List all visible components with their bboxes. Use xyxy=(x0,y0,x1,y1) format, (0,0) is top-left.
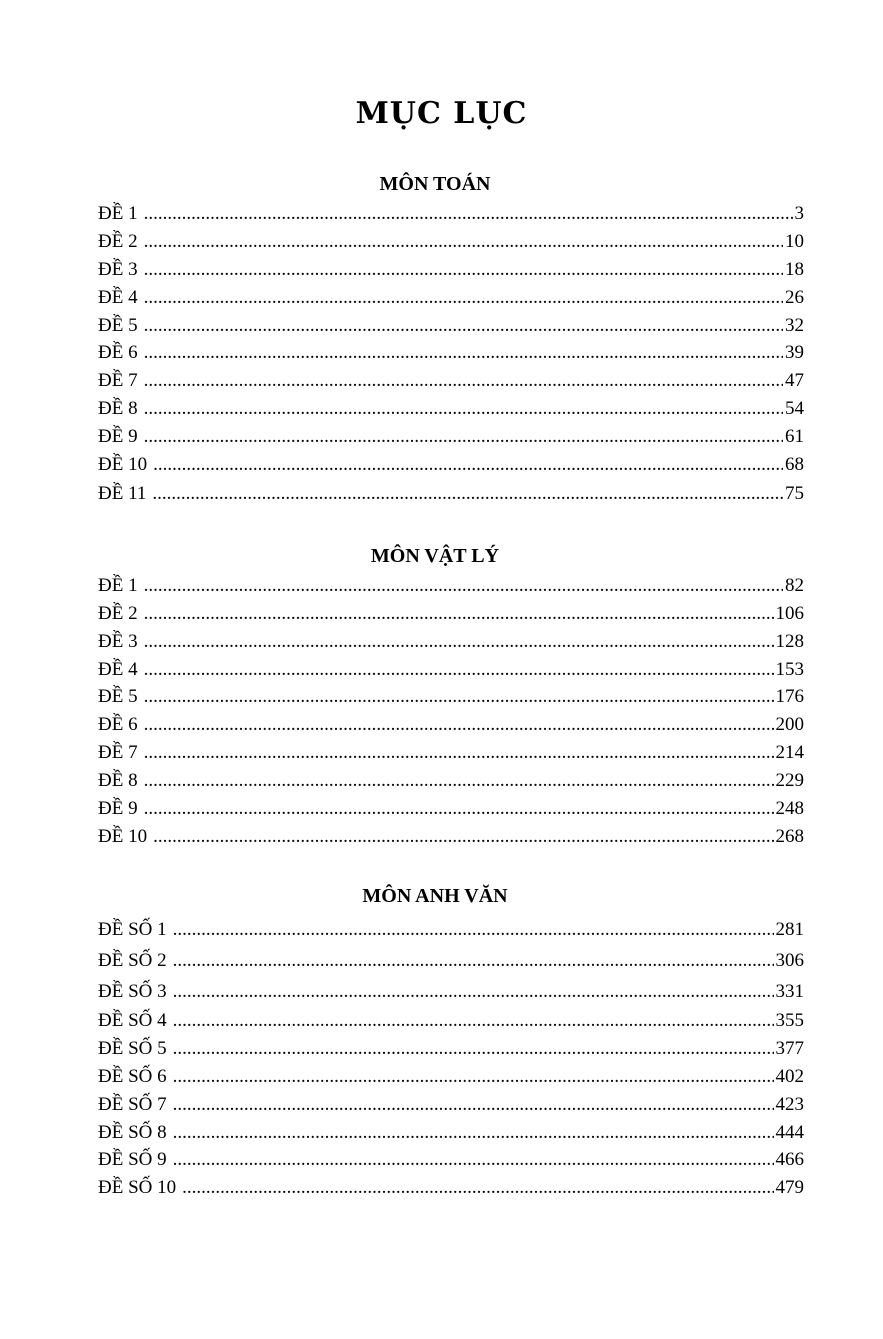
toc-entry-label: ĐỀ 8 xyxy=(98,398,138,419)
toc-entry[interactable] xyxy=(98,342,804,364)
toc-entry-label: ĐỀ SỐ 4 xyxy=(98,1010,167,1031)
dot-leader xyxy=(173,1122,774,1144)
toc-entry-page: 3 xyxy=(794,203,804,224)
toc-entry[interactable] xyxy=(98,742,804,764)
toc-entry-page: 26 xyxy=(785,287,804,308)
dot-leader xyxy=(144,798,774,820)
toc-entry-page: 10 xyxy=(785,231,804,252)
toc-entry-page: 281 xyxy=(775,919,804,940)
toc-entry-page: 75 xyxy=(785,483,804,504)
toc-entry[interactable] xyxy=(98,231,804,253)
toc-entry-label: ĐỀ 3 xyxy=(98,259,138,280)
toc-entry-page: 466 xyxy=(775,1149,804,1170)
toc-entry-label: ĐỀ 8 xyxy=(98,770,138,791)
toc-entry-label: ĐỀ SỐ 8 xyxy=(98,1122,167,1143)
toc-entry-label: ĐỀ 7 xyxy=(98,742,138,763)
toc-entry[interactable] xyxy=(98,398,804,420)
dot-leader xyxy=(152,483,783,505)
toc-entry[interactable] xyxy=(98,454,804,476)
toc-entry[interactable] xyxy=(98,1038,804,1060)
dot-leader xyxy=(173,1010,774,1032)
toc-entry-page: 355 xyxy=(775,1010,804,1031)
dot-leader xyxy=(144,770,774,792)
dot-leader xyxy=(144,398,783,420)
toc-entry-label: ĐỀ 11 xyxy=(98,483,147,504)
toc-entry-label: ĐỀ SỐ 2 xyxy=(98,950,167,971)
dot-leader xyxy=(144,287,783,309)
toc-entry[interactable] xyxy=(98,659,804,681)
toc-entry-label: ĐỀ SỐ 7 xyxy=(98,1094,167,1115)
toc-entry-page: 268 xyxy=(775,826,804,847)
dot-leader xyxy=(144,575,783,597)
dot-leader xyxy=(144,603,774,625)
toc-entry-label: ĐỀ 6 xyxy=(98,342,138,363)
toc-entry-label: ĐỀ 4 xyxy=(98,287,138,308)
toc-entry[interactable] xyxy=(98,1149,804,1171)
toc-entry-page: 32 xyxy=(785,315,804,336)
dot-leader xyxy=(182,1177,773,1199)
toc-entry-label: ĐỀ 6 xyxy=(98,714,138,735)
toc-entry[interactable] xyxy=(98,1066,804,1088)
dot-leader xyxy=(144,203,793,225)
toc-entry-label: ĐỀ 9 xyxy=(98,426,138,447)
toc-entry-label: ĐỀ 10 xyxy=(98,454,148,475)
toc-entry-label: ĐỀ 1 xyxy=(98,203,138,224)
dot-leader xyxy=(144,631,774,653)
toc-entry[interactable] xyxy=(98,203,804,225)
toc-entry-page: 47 xyxy=(785,370,804,391)
dot-leader xyxy=(144,742,774,764)
toc-entry-page: 54 xyxy=(785,398,804,419)
dot-leader xyxy=(153,826,773,848)
toc-entry-label: ĐỀ 2 xyxy=(98,231,138,252)
toc-entry[interactable] xyxy=(98,798,804,820)
toc-entry[interactable] xyxy=(98,631,804,653)
dot-leader xyxy=(173,1066,774,1088)
dot-leader xyxy=(144,259,783,281)
toc-entry[interactable] xyxy=(98,426,804,448)
toc-entry-page: 82 xyxy=(785,575,804,596)
toc-entry-page: 377 xyxy=(775,1038,804,1059)
toc-entry-page: 68 xyxy=(785,454,804,475)
toc-entry[interactable] xyxy=(98,919,804,941)
dot-leader xyxy=(153,454,783,476)
toc-entry-page: 176 xyxy=(775,686,804,707)
dot-leader xyxy=(144,370,783,392)
dot-leader xyxy=(173,1149,774,1171)
toc-entry[interactable] xyxy=(98,259,804,281)
toc-entry[interactable] xyxy=(98,370,804,392)
section-heading-toan: MÔN TOÁN xyxy=(379,173,491,195)
toc-entry-label: ĐỀ 5 xyxy=(98,686,138,707)
toc-entry-label: ĐỀ SỐ 6 xyxy=(98,1066,167,1087)
toc-entry-label: ĐỀ 5 xyxy=(98,315,138,336)
dot-leader xyxy=(144,342,783,364)
toc-entry-page: 128 xyxy=(775,631,804,652)
toc-entry[interactable] xyxy=(98,603,804,625)
toc-entry-page: 153 xyxy=(775,659,804,680)
toc-entry-label: ĐỀ SỐ 3 xyxy=(98,981,167,1002)
toc-entry-page: 444 xyxy=(775,1122,804,1143)
toc-entry[interactable] xyxy=(98,686,804,708)
toc-entry-page: 106 xyxy=(775,603,804,624)
toc-entry-label: ĐỀ 9 xyxy=(98,798,138,819)
dot-leader xyxy=(173,1094,774,1116)
toc-entry[interactable] xyxy=(98,981,804,1003)
dot-leader xyxy=(144,315,783,337)
toc-entry[interactable] xyxy=(98,1122,804,1144)
toc-entry[interactable] xyxy=(98,483,804,505)
toc-entry-label: ĐỀ SỐ 1 xyxy=(98,919,167,940)
toc-entry-label: ĐỀ 7 xyxy=(98,370,138,391)
toc-entry-page: 214 xyxy=(775,742,804,763)
page-title: MỤC LỤC xyxy=(355,96,528,131)
toc-entry-label: ĐỀ 1 xyxy=(98,575,138,596)
toc-entry[interactable] xyxy=(98,714,804,736)
toc-entry-page: 229 xyxy=(775,770,804,791)
dot-leader xyxy=(144,686,774,708)
toc-entry-page: 402 xyxy=(775,1066,804,1087)
toc-entry-page: 248 xyxy=(775,798,804,819)
toc-entry[interactable] xyxy=(98,770,804,792)
toc-entry-page: 61 xyxy=(785,426,804,447)
dot-leader xyxy=(173,1038,774,1060)
toc-entry-page: 200 xyxy=(775,714,804,735)
dot-leader xyxy=(144,231,783,253)
dot-leader xyxy=(173,981,774,1003)
toc-entry[interactable] xyxy=(98,287,804,309)
toc-entry[interactable] xyxy=(98,315,804,337)
toc-entry-label: ĐỀ SỐ 9 xyxy=(98,1149,167,1170)
section-heading-vat-ly: MÔN VẬT LÝ xyxy=(370,545,500,567)
toc-entry-label: ĐỀ SỐ 10 xyxy=(98,1177,177,1198)
dot-leader xyxy=(144,714,774,736)
toc-entry[interactable] xyxy=(98,826,804,848)
toc-entry[interactable] xyxy=(98,1010,804,1032)
toc-entry-page: 331 xyxy=(775,981,804,1002)
toc-entry[interactable] xyxy=(98,1177,804,1199)
dot-leader xyxy=(173,950,774,972)
dot-leader xyxy=(144,426,783,448)
toc-entry-label: ĐỀ 2 xyxy=(98,603,138,624)
toc-entry-page: 39 xyxy=(785,342,804,363)
toc-entry-page: 306 xyxy=(775,950,804,971)
dot-leader xyxy=(144,659,774,681)
toc-entry-label: ĐỀ SỐ 5 xyxy=(98,1038,167,1059)
toc-entry[interactable] xyxy=(98,575,804,597)
toc-entry-page: 423 xyxy=(775,1094,804,1115)
toc-entry[interactable] xyxy=(98,950,804,972)
dot-leader xyxy=(173,919,774,941)
toc-entry-label: ĐỀ 3 xyxy=(98,631,138,652)
toc-entry[interactable] xyxy=(98,1094,804,1116)
toc-entry-label: ĐỀ 10 xyxy=(98,826,148,847)
toc-entry-label: ĐỀ 4 xyxy=(98,659,138,680)
toc-entry-page: 479 xyxy=(775,1177,804,1198)
toc-entry-page: 18 xyxy=(785,259,804,280)
section-heading-anh-van: MÔN ANH VĂN xyxy=(362,885,508,907)
